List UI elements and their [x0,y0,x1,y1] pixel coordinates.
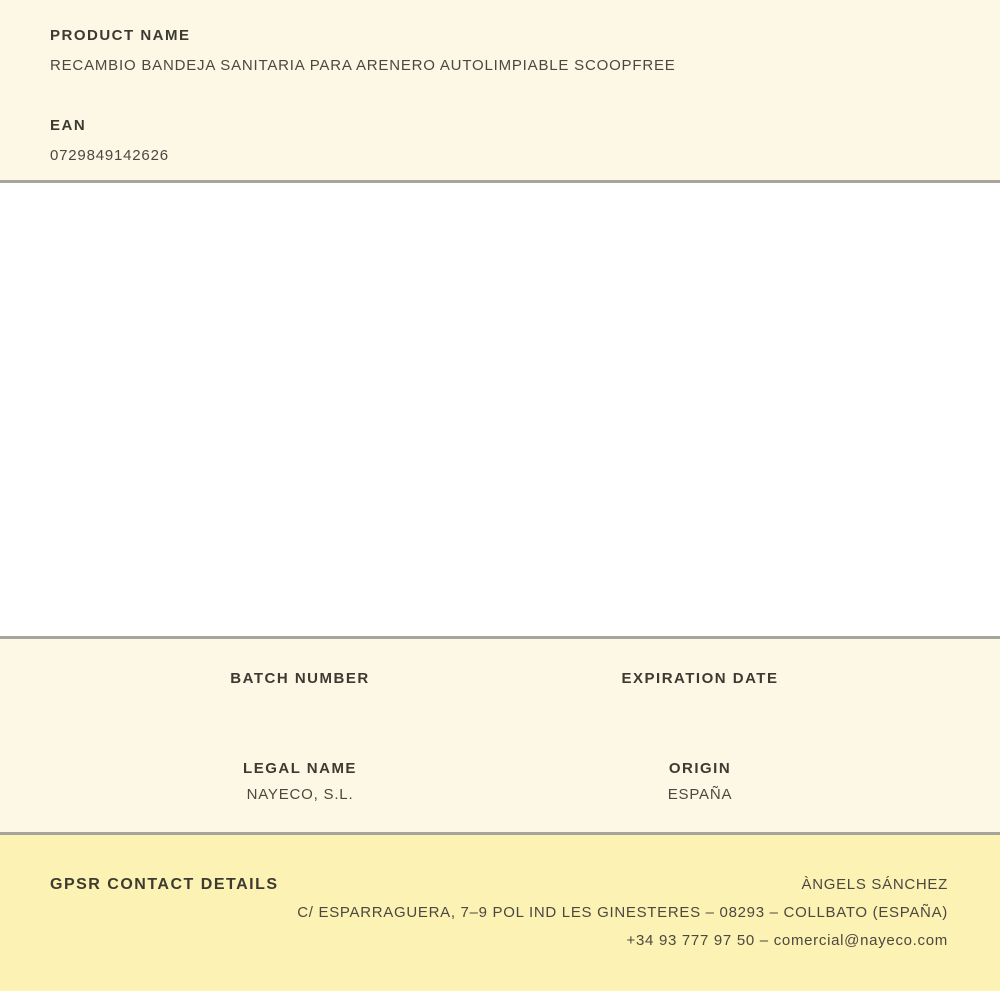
expiration-date-label: EXPIRATION DATE [621,670,779,687]
legal-name-label: LEGAL NAME [243,760,357,777]
ean-label: EAN [50,117,87,134]
details-right-column [500,670,900,832]
ean-value: 0729849142626 [50,147,169,164]
legal-name-value: NAYECO, S.L. [246,786,354,803]
details-left-column [100,670,500,832]
origin-label: ORIGIN [668,760,732,777]
product-image-area [0,183,1000,639]
contact-address: C/ ESPARRAGUERA, 7–9 POL IND LES GINESTERES – 08293 – COLLBATO (ESPAÑA) [297,904,948,921]
product-header-section [0,0,1000,183]
product-name-label: PRODUCT NAME [50,27,191,44]
gpsr-contact-section [0,835,1000,991]
gpsr-contact-info [297,871,948,955]
batch-number-label: BATCH NUMBER [230,670,370,687]
gpsr-contact-label: GPSR CONTACT DETAILS [50,876,279,893]
details-section [0,639,1000,835]
origin-value: ESPAÑA [667,786,733,803]
product-name-value: RECAMBIO BANDEJA SANITARIA PARA ARENERO AUTOLIMPIABLE SCOOPFREE [50,57,676,74]
contact-phone-email: +34 93 777 97 50 – comercial@nayeco.com [626,932,948,949]
contact-person: ÀNGELS SÁNCHEZ [801,876,948,893]
